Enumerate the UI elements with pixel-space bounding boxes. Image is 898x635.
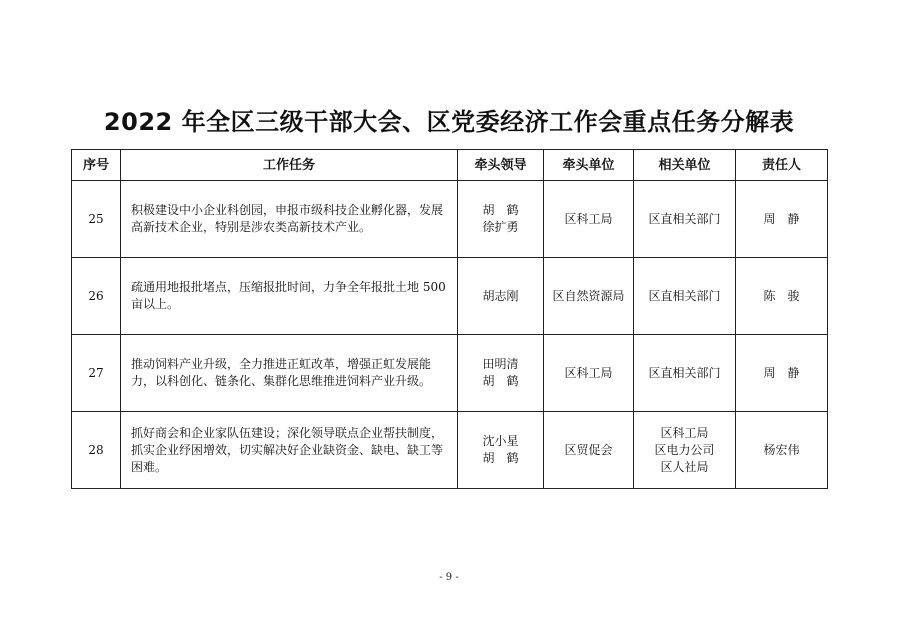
related-unit: 区电力公司	[654, 442, 715, 457]
row-no: 28	[72, 412, 121, 489]
page-number: - 9 -	[439, 572, 459, 583]
leader-name: 胡 鹤	[482, 203, 519, 217]
table-row	[72, 335, 828, 412]
row-lead-unit: 区科工局	[544, 335, 634, 412]
document-title: 2022 年全区三级干部大会、区党委经济工作会重点任务分解表	[103, 108, 795, 136]
table-header-row	[72, 150, 828, 181]
leader-name: 胡 鹤	[482, 451, 519, 465]
table-row	[72, 258, 828, 335]
row-person: 陈 骏	[736, 258, 828, 335]
row-related-units	[634, 181, 736, 258]
leader-name: 田明清	[482, 357, 519, 371]
header-lead-unit: 牵头单位	[544, 150, 634, 181]
related-unit: 区直相关部门	[648, 211, 721, 226]
row-person: 周 静	[736, 335, 828, 412]
header-no: 序号	[72, 150, 121, 181]
row-no: 25	[72, 181, 121, 258]
row-related-units	[634, 335, 736, 412]
header-task: 工作任务	[121, 150, 458, 181]
row-no: 26	[72, 258, 121, 335]
row-lead-unit: 区自然资源局	[544, 258, 634, 335]
row-leaders	[458, 412, 544, 489]
task-breakdown-table	[71, 149, 828, 489]
header-person: 责任人	[736, 150, 828, 181]
row-person: 周 静	[736, 181, 828, 258]
row-person: 杨宏伟	[736, 412, 828, 489]
leader-name: 沈小星	[482, 434, 519, 448]
row-related-units	[634, 412, 736, 489]
row-task: 积极建设中小企业科创园，申报市级科技企业孵化器，发展高新技术企业，特别是涉农类高新技术产业。	[121, 181, 458, 258]
leader-name: 徐扩勇	[482, 220, 519, 234]
related-unit: 区直相关部门	[648, 288, 721, 303]
row-lead-unit: 区科工局	[544, 181, 634, 258]
row-leaders	[458, 181, 544, 258]
row-leaders	[458, 335, 544, 412]
row-related-units	[634, 258, 736, 335]
row-no: 27	[72, 335, 121, 412]
row-lead-unit: 区贸促会	[544, 412, 634, 489]
related-unit: 区直相关部门	[648, 365, 721, 380]
row-task: 抓好商会和企业家队伍建设；深化领导联点企业帮扶制度，抓实企业纾困增效，切实解决好企业缺资金、缺电、缺工等困难。	[121, 412, 458, 489]
leader-name: 胡志刚	[482, 288, 519, 303]
row-leaders	[458, 258, 544, 335]
related-unit: 区人社局	[660, 459, 709, 474]
table-row	[72, 412, 828, 489]
row-task: 推动饲料产业升级，全力推进正虹改革，增强正虹发展能力，以科创化、链条化、集群化思维推进饲料产业升级。	[121, 335, 458, 412]
leader-name: 胡 鹤	[482, 374, 519, 388]
related-unit: 区科工局	[660, 425, 709, 440]
table-row	[72, 181, 828, 258]
header-related-units: 相关单位	[634, 150, 736, 181]
header-leader: 牵头领导	[458, 150, 544, 181]
row-task: 疏通用地报批堵点，压缩报批时间，力争全年报批土地 500 亩以上。	[121, 258, 458, 335]
